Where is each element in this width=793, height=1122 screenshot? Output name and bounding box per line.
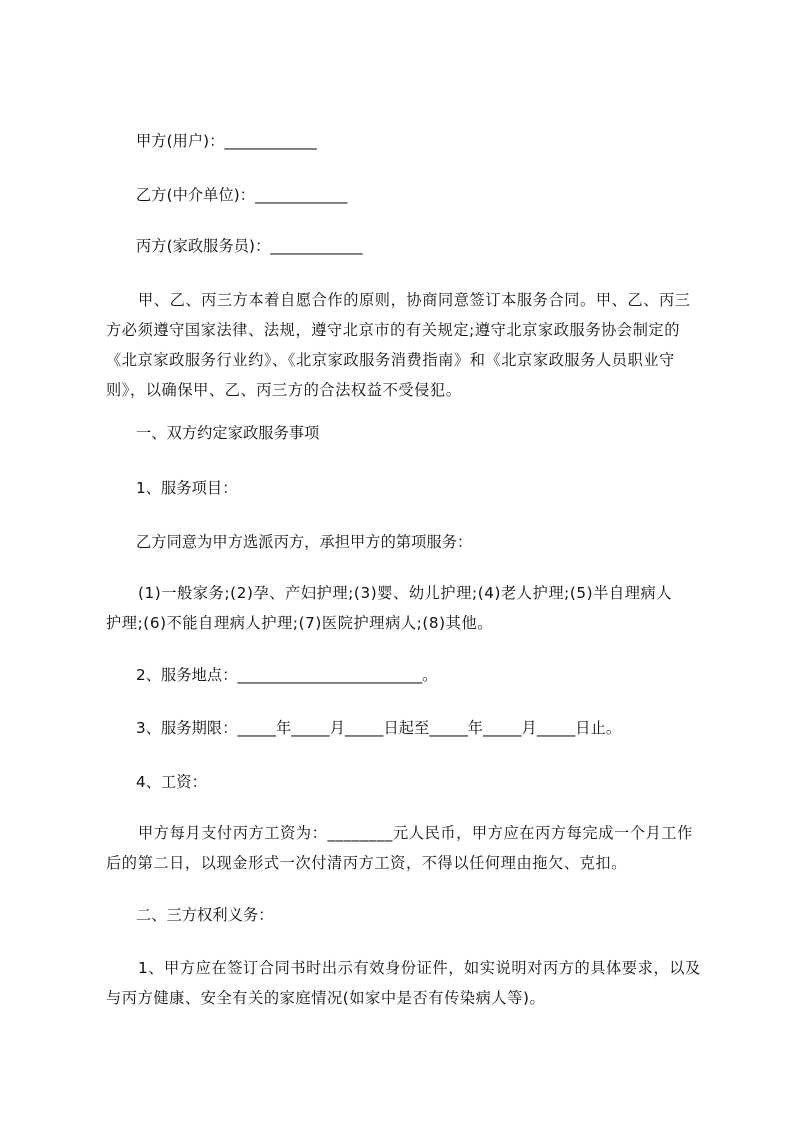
service-items-text: 乙方同意为甲方选派丙方，承担甲方的第项服务： [136,533,473,551]
intro-paragraph [106,285,706,405]
service-options-paragraph [106,578,706,638]
service-options-line: (1)一般家务;(2)孕、产妇护理;(3)婴、幼儿护理;(4)老人护理;(5)半自理病人 [138,584,673,602]
wage-line: 后的第二日，以现金形式一次付清丙方工资，不得以任何理由拖欠、克扣。 [106,854,627,872]
intro-line: 甲、乙、丙三方本着自愿合作的原则，协商同意签订本服务合同。甲、乙、丙三 [138,291,691,309]
wage-paragraph [106,818,706,878]
obligation-line: 1、甲方应在签订合同书时出示有效身份证件，如实说明对丙方的具体要求，以及 [138,959,701,977]
party-b-line: 乙方(中介单位)：____________ [136,186,348,204]
intro-line: 方必须遵守国家法律、法规，遵守北京市的有关规定;遵守北京家政服务协会制定的 [106,321,681,339]
wage-line: 甲方每月支付丙方工资为：________元人民币，甲方应在丙方每完成一个月工作 [138,824,693,842]
intro-line: 《北京家政服务行业约》、《北京家政服务消费指南》和《北京家政服务人员职业守 [106,351,675,369]
section-2-heading: 二、三方权利义务： [136,906,274,924]
obligation-line: 与丙方健康、安全有关的家庭情况(如家中是否有传染病人等)。 [106,989,546,1007]
section-1-heading: 一、双方约定家政服务事项 [136,424,320,442]
intro-line: 则》，以确保甲、乙、丙三方的合法权益不受侵犯。 [106,381,462,399]
service-period-line: 3、服务期限：_____年_____月_____日起至_____年_____月_____日止。 [136,719,622,737]
service-items-title: 1、服务项目： [136,479,238,497]
obligation-paragraph [106,953,706,1013]
service-location-line: 2、服务地点：________________________。 [136,666,438,684]
party-c-line: 丙方(家政服务员)：____________ [136,237,363,255]
party-a-line: 甲方(用户)：____________ [136,132,317,150]
wage-title: 4、工资： [136,773,207,791]
service-options-line: 护理;(6)不能自理病人护理;(7)医院护理病人;(8)其他。 [106,614,494,632]
